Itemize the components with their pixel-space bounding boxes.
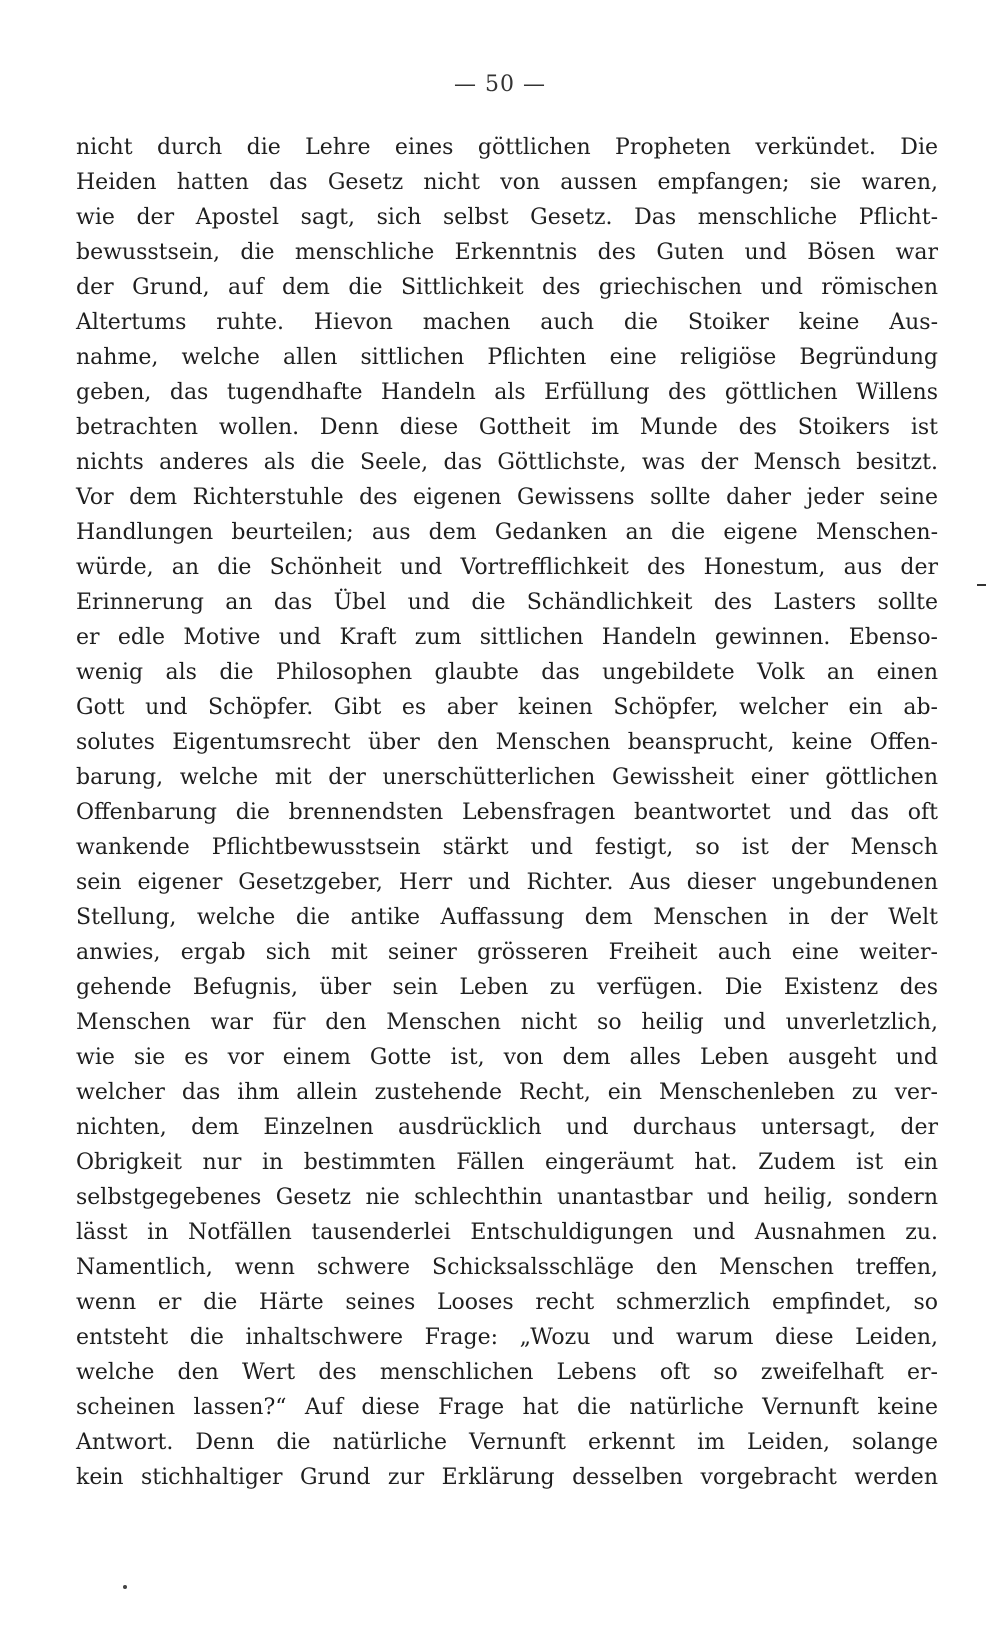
text-line: kein stichhaltiger Grund zur Erklärung desselben vorgebracht werden bbox=[76, 1465, 938, 1490]
text-line: betrachten wollen. Denn diese Gottheit im Munde des Stoikers ist bbox=[76, 415, 938, 440]
text-line: nicht durch die Lehre eines göttlichen Propheten verkündet. Die bbox=[76, 135, 938, 160]
text-line: gehende Befugnis, über sein Leben zu verfügen. Die Existenz des bbox=[76, 975, 938, 1000]
text-line: bewusstsein, die menschliche Erkenntnis des Guten und Bösen war bbox=[76, 240, 938, 265]
text-line: sein eigener Gesetzgeber, Herr und Richter. Aus dieser ungebundenen bbox=[76, 870, 938, 895]
text-line: welcher das ihm allein zustehende Recht, ein Menschenleben zu ver- bbox=[76, 1080, 938, 1105]
text-line: nichten, dem Einzelnen ausdrücklich und durchaus untersagt, der bbox=[76, 1115, 938, 1140]
text-line: der Grund, auf dem die Sittlichkeit des griechischen und römischen bbox=[76, 275, 938, 300]
text-line: geben, das tugendhafte Handeln als Erfüllung des göttlichen Willens bbox=[76, 380, 938, 405]
text-line: wie sie es vor einem Gotte ist, von dem alles Leben ausgeht und bbox=[76, 1045, 938, 1070]
text-line: er edle Motive und Kraft zum sittlichen Handeln gewinnen. Ebenso- bbox=[76, 625, 938, 650]
body-text bbox=[76, 130, 938, 1495]
text-line: entsteht die inhaltschwere Frage: „Wozu und warum diese Leiden, bbox=[76, 1325, 938, 1350]
text-line: wenn er die Härte seines Looses recht schmerzlich empfindet, so bbox=[76, 1290, 938, 1315]
text-line: wie der Apostel sagt, sich selbst Gesetz. Das menschliche Pflicht- bbox=[76, 205, 938, 230]
page-number: — 50 — bbox=[454, 72, 546, 97]
text-line: Heiden hatten das Gesetz nicht von aussen empfangen; sie waren, bbox=[76, 170, 938, 195]
text-line: Vor dem Richterstuhle des eigenen Gewissens sollte daher jeder seine bbox=[76, 485, 938, 510]
text-line: nichts anderes als die Seele, das Göttlichste, was der Mensch besitzt. bbox=[76, 450, 938, 475]
scan-speck bbox=[123, 1585, 127, 1589]
text-line: wankende Pflichtbewusstsein stärkt und festigt, so ist der Mensch bbox=[76, 835, 938, 860]
text-line: Offenbarung die brennendsten Lebensfragen beantwortet und das oft bbox=[76, 800, 938, 825]
text-line: würde, an die Schönheit und Vortrefflichkeit des Honestum, aus der bbox=[76, 555, 938, 580]
text-line: Menschen war für den Menschen nicht so heilig und unverletzlich, bbox=[76, 1010, 938, 1035]
text-line: barung, welche mit der unerschütterlichen Gewissheit einer göttlichen bbox=[76, 765, 938, 790]
text-line: Gott und Schöpfer. Gibt es aber keinen Schöpfer, welcher ein ab- bbox=[76, 695, 938, 720]
margin-mark bbox=[977, 584, 986, 586]
text-line: wenig als die Philosophen glaubte das ungebildete Volk an einen bbox=[76, 660, 938, 685]
text-line: Antwort. Denn die natürliche Vernunft erkennt im Leiden, solange bbox=[76, 1430, 938, 1455]
text-line: welche den Wert des menschlichen Lebens oft so zweifelhaft er- bbox=[76, 1360, 938, 1385]
text-line: selbstgegebenes Gesetz nie schlechthin unantastbar und heilig, sondern bbox=[76, 1185, 938, 1210]
text-line: Obrigkeit nur in bestimmten Fällen eingeräumt hat. Zudem ist ein bbox=[76, 1150, 938, 1175]
text-line: Altertums ruhte. Hievon machen auch die Stoiker keine Aus- bbox=[76, 310, 938, 335]
text-line: Handlungen beurteilen; aus dem Gedanken an die eigene Menschen- bbox=[76, 520, 938, 545]
text-line: anwies, ergab sich mit seiner grösseren Freiheit auch eine weiter- bbox=[76, 940, 938, 965]
text-line: nahme, welche allen sittlichen Pflichten eine religiöse Begründung bbox=[76, 345, 938, 370]
text-line: Namentlich, wenn schwere Schicksalsschläge den Menschen treffen, bbox=[76, 1255, 938, 1280]
text-line: lässt in Notfällen tausenderlei Entschuldigungen und Ausnahmen zu. bbox=[76, 1220, 938, 1245]
text-line: scheinen lassen?“ Auf diese Frage hat die natürliche Vernunft keine bbox=[76, 1395, 938, 1420]
text-line: solutes Eigentumsrecht über den Menschen beansprucht, keine Offen- bbox=[76, 730, 938, 755]
text-line: Erinnerung an das Übel und die Schändlichkeit des Lasters sollte bbox=[76, 590, 938, 615]
text-line: Stellung, welche die antike Auffassung dem Menschen in der Welt bbox=[76, 905, 938, 930]
